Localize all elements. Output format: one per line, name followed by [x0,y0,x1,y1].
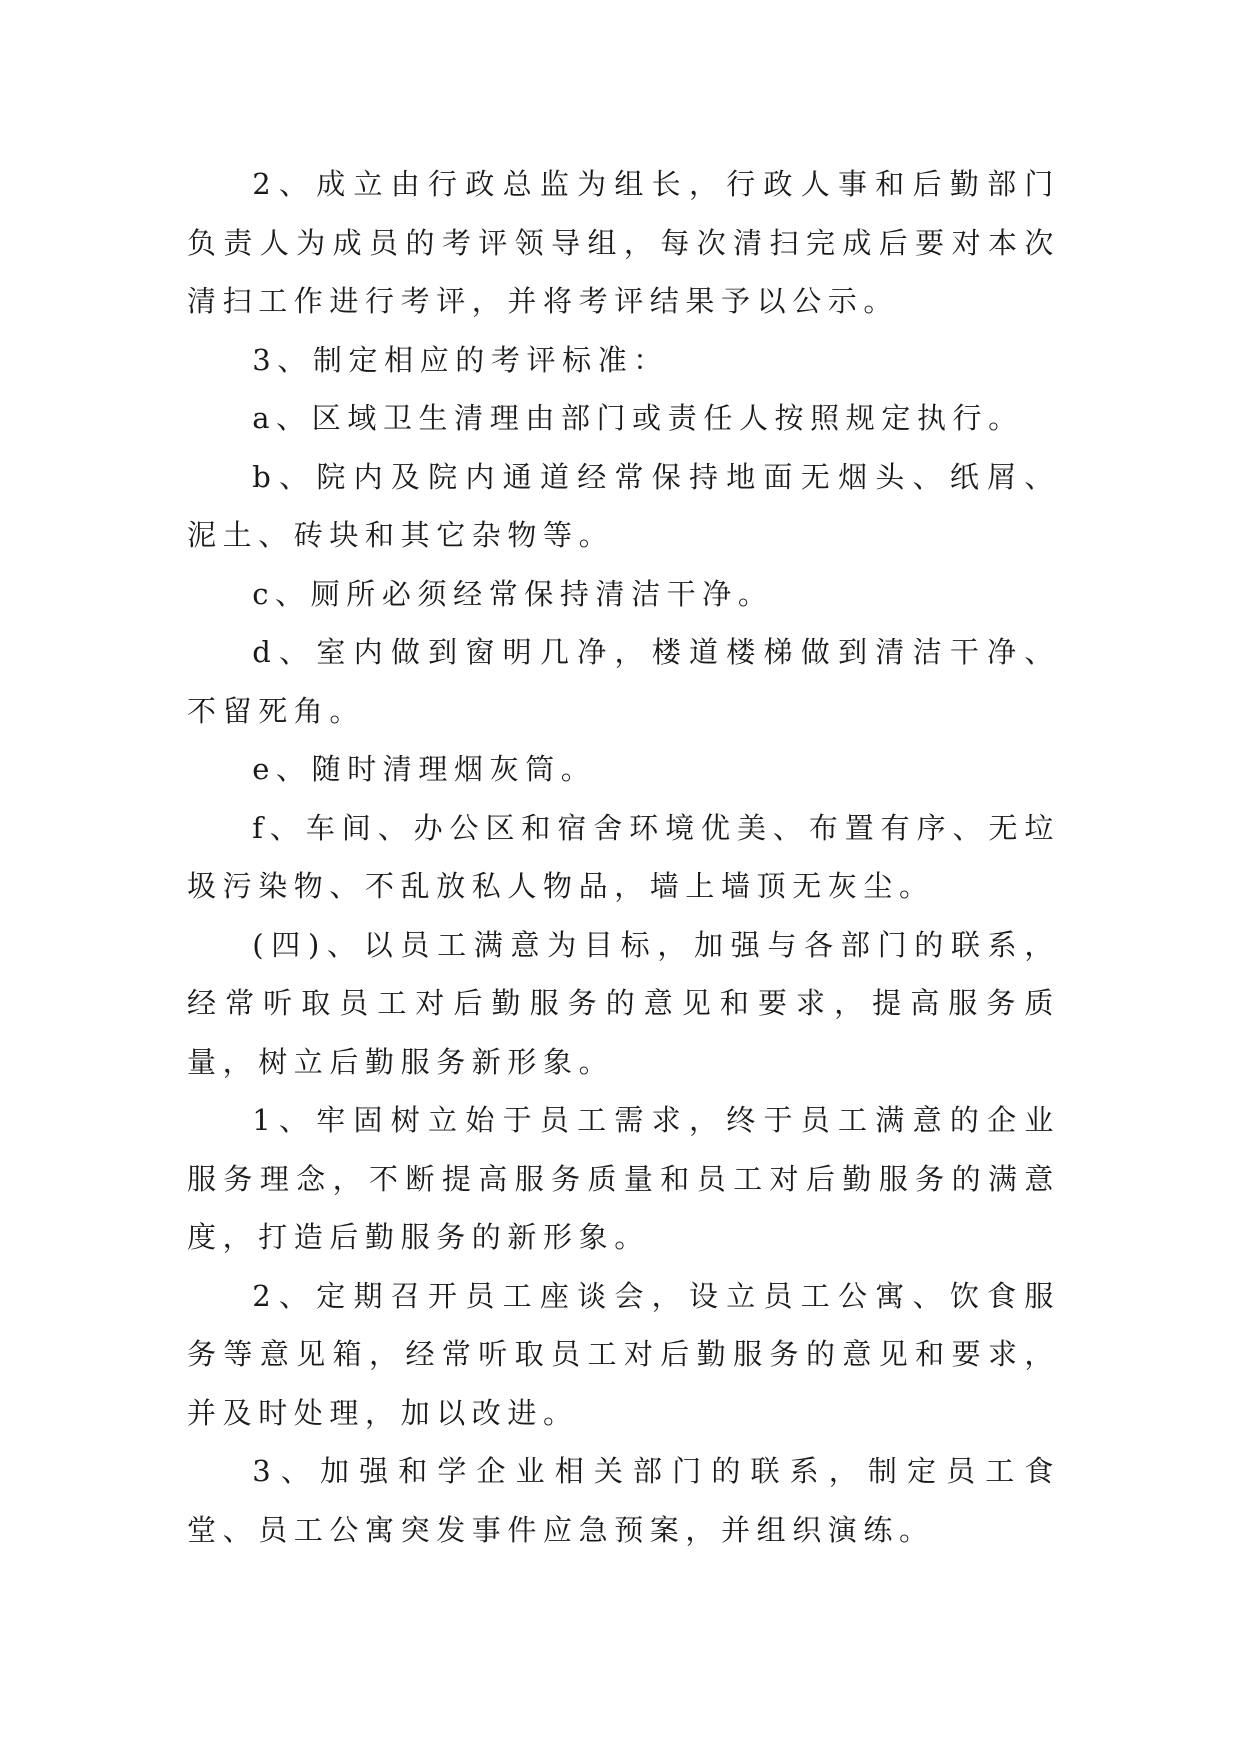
paragraph-section-four: (四)、以员工满意为目标，加强与各部门的联系，经常听取员工对后勤服务的意见和要求，提高服务质量，树立后勤服务新形象。 [187,927,1060,1079]
paragraph-evaluation-standards: 3、制定相应的考评标准： [252,342,669,377]
paragraph-item-f: f、车间、办公区和宿舍环境优美、布置有序、无垃圾污染物、不乱放私人物品，墙上墙顶无灰尘。 [187,810,1060,903]
document-body [187,155,1060,1559]
paragraph-item-e: e、随时清理烟灰筒。 [252,752,597,786]
paragraph-item-a: a、区域卫生清理由部门或责任人按照规定执行。 [252,401,1024,435]
paragraph-evaluation-group: 2、成立由行政总监为组长，行政人事和后勤部门负责人为成员的考评领导组，每次清扫完成后要对本次清扫工作进行考评，并将考评结果予以公示。 [187,167,1060,318]
paragraph-point-1: 1、牢固树立始于员工需求，终于员工满意的企业服务理念，不断提高服务质量和员工对后勤服务的满意度，打造后勤服务的新形象。 [187,1103,1060,1254]
paragraph-item-c: c、厕所必须经常保持清洁干净。 [252,576,774,611]
paragraph-item-b: b、院内及院内通道经常保持地面无烟头、纸屑、泥土、砖块和其它杂物等。 [187,459,1060,552]
paragraph-point-2: 2、定期召开员工座谈会，设立员工公寓、饮食服务等意见箱，经常听取员工对后勤服务的意见和要求，并及时处理，加以改进。 [187,1278,1060,1430]
paragraph-item-d: d、室内做到窗明几净，楼道楼梯做到清洁干净、不留死角。 [187,635,1060,728]
paragraph-point-3: 3、加强和学企业相关部门的联系，制定员工食堂、员工公寓突发事件应急预案，并组织演练。 [187,1454,1060,1547]
